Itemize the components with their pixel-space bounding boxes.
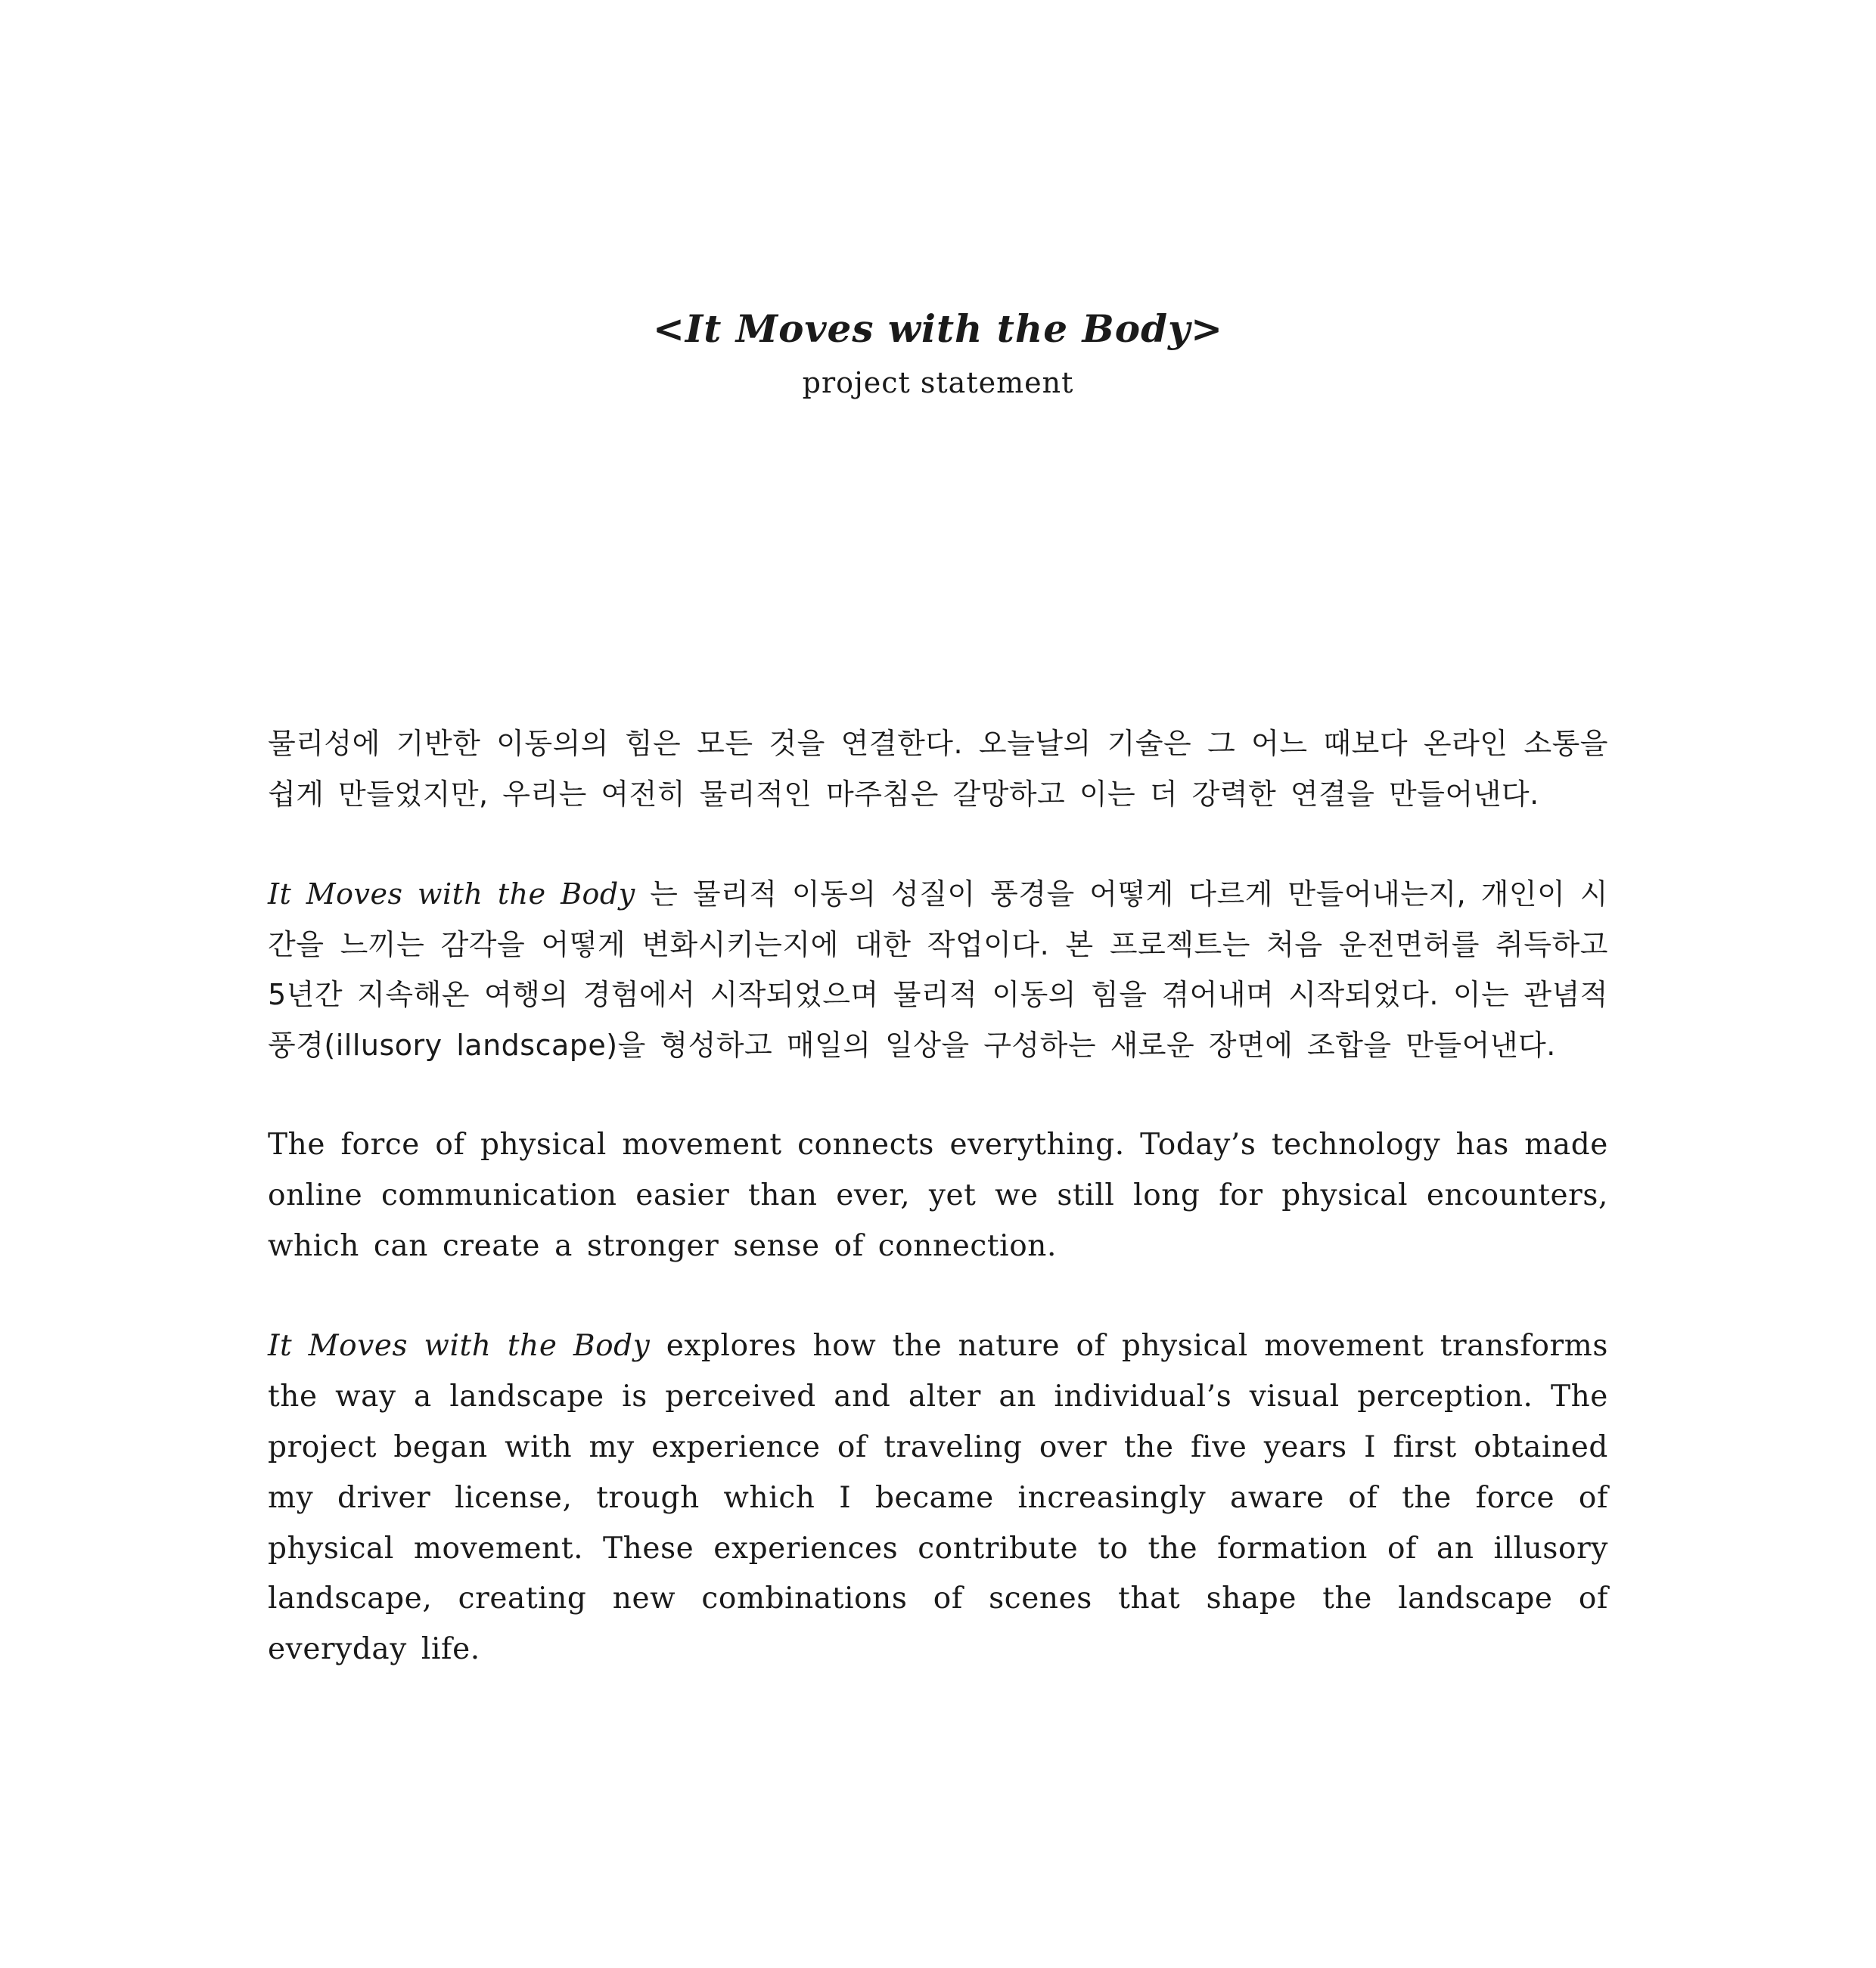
korean-paragraph-1 xyxy=(268,719,1608,819)
document-title: <It Moves with the Body> xyxy=(653,306,1223,351)
paragraph-text: 물리성에 기반한 이동의의 힘은 모든 것을 연결한다. 오늘날의 기술은 그 어느 때보다 온라인 소통을 쉽게 만들었지만, 우리는 여전히 물리적인 마주침은 갈망하고 이는 더 강력한 연결을 만들어낸다. xyxy=(268,727,1608,811)
paragraph-text: The force of physical movement connects everything. Today’s technology has made online communication easier than ever, yet we still long for physical encounters, which can create a stronger sense of connection. xyxy=(268,1128,1608,1263)
english-paragraph-2 xyxy=(268,1321,1608,1675)
paragraph-text: 는 물리적 이동의 성질이 풍경을 어떻게 다르게 만들어내는지, 개인이 시간을 느끼는 감각을 어떻게 변화시키는지에 대한 작업이다. 본 프로젝트는 처음 운전면허를 취득하고 5년간 지속해온 여행의 경험에서 시작되었으며 물리적 이동의 힘을 겪어내며 시작되었다. 이는 관념적 풍경(illusory landscape)을 형성하고 매일의 일상을 구성하는 새로운 장면에 조합을 만들어낸다. xyxy=(268,877,1609,1062)
paragraph-text: explores how the nature of physical movement transforms the way a landscape is perceived and alter an individual’s visual perception. The project began with my experience of traveling over the five years I first obtained my driver license, trough which I became increasingly aware of the force of physical movement. These experiences contribute to the formation of an illusory landscape, creating new combinations of scenes that shape the landscape of everyday life. xyxy=(268,1329,1608,1667)
korean-paragraph-2 xyxy=(268,869,1608,1070)
statement-body xyxy=(268,719,1608,1725)
document-subtitle: project statement xyxy=(802,366,1074,399)
title-block xyxy=(0,303,1876,405)
italic-work-title: It Moves with the Body xyxy=(268,877,635,911)
italic-work-title: It Moves with the Body xyxy=(268,1329,651,1364)
english-paragraph-1 xyxy=(268,1120,1608,1271)
